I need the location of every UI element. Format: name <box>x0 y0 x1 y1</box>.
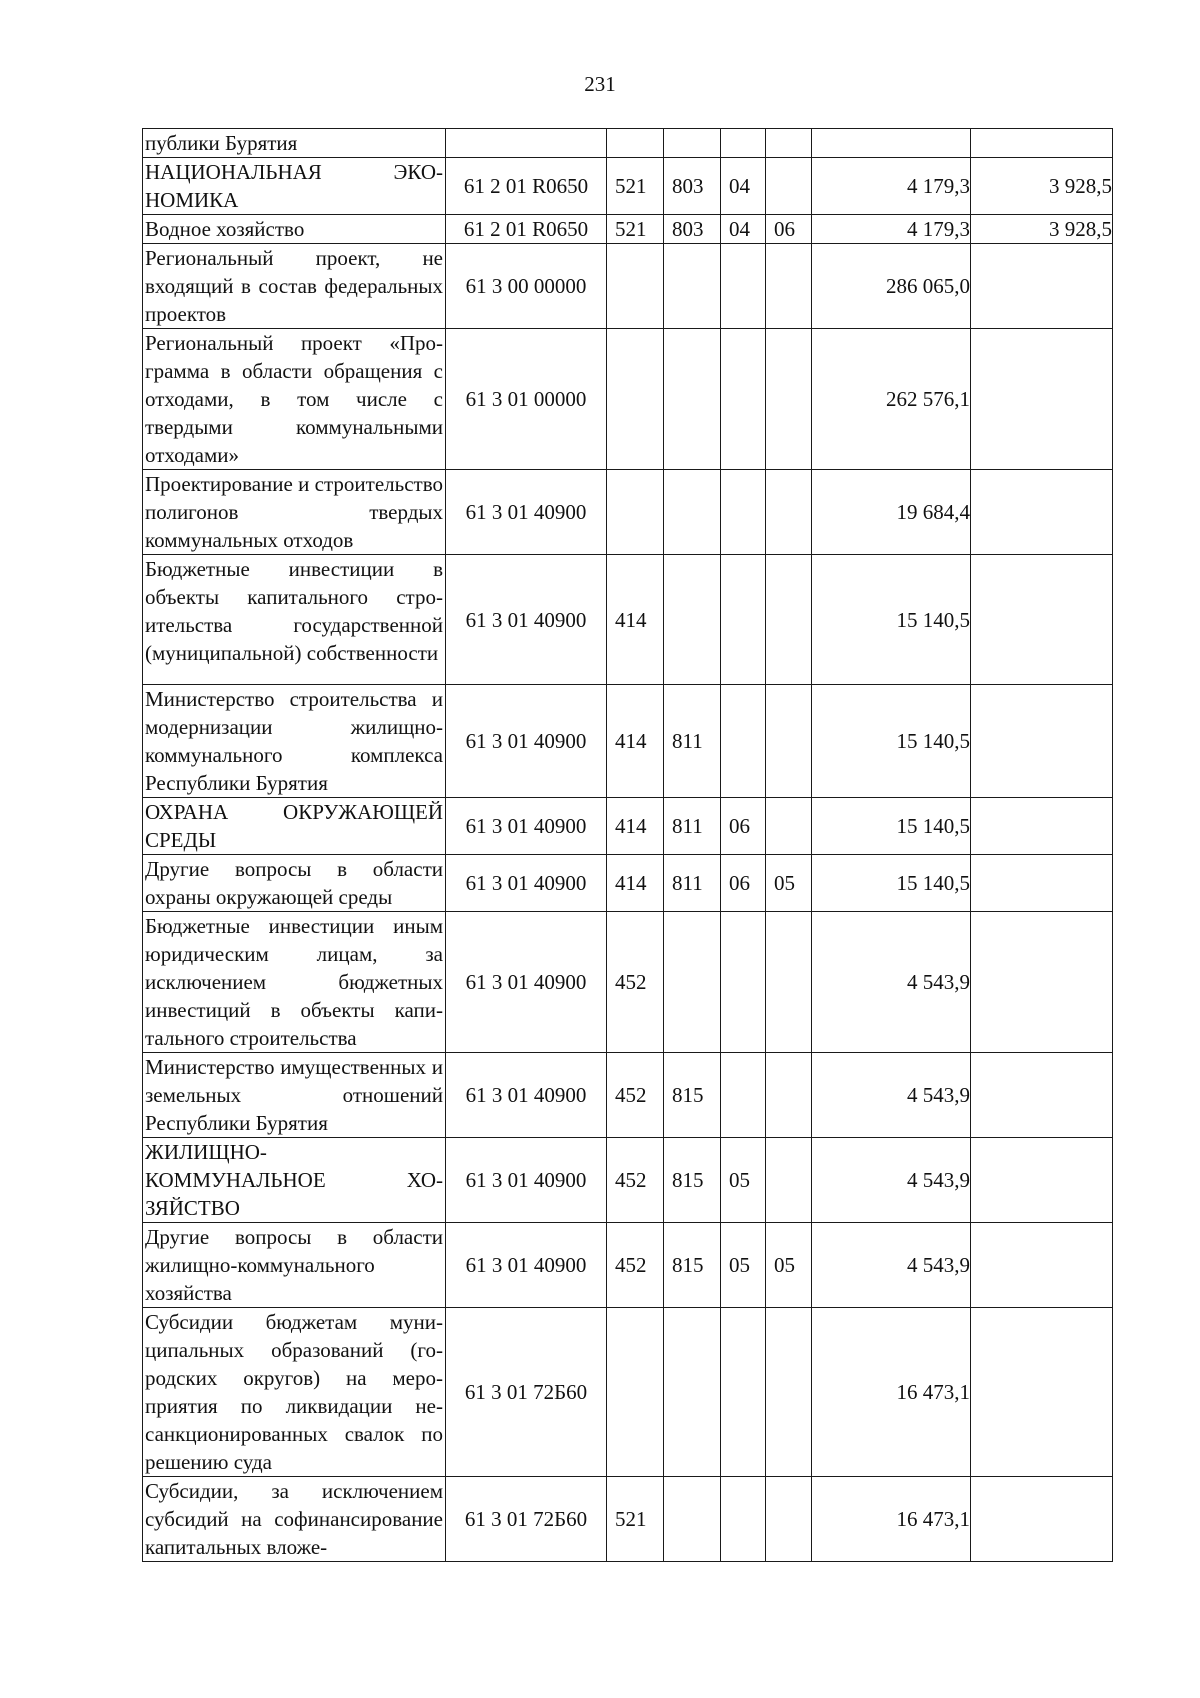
subsection-cell <box>766 912 812 1053</box>
subsection-cell <box>766 685 812 798</box>
target-article-cell: 61 2 01 R0650 <box>446 158 607 215</box>
amount-secondary-cell <box>971 470 1113 555</box>
target-article-cell: 61 3 01 40900 <box>446 912 607 1053</box>
table-row <box>143 685 1113 798</box>
subsection-cell <box>766 329 812 470</box>
subsection-cell <box>766 1053 812 1138</box>
table-row <box>143 1308 1113 1477</box>
row-name-cell: НАЦИОНАЛЬНАЯ ЭКОНОМИКА <box>143 158 446 215</box>
amount-secondary-cell <box>971 798 1113 855</box>
subsection-cell: 05 <box>766 1223 812 1308</box>
row-name-cell: Водное хозяйство <box>143 215 446 244</box>
expense-type-cell <box>607 470 664 555</box>
ministry-code-cell <box>664 329 721 470</box>
table-row <box>143 1477 1113 1562</box>
subsection-cell <box>766 1477 812 1562</box>
ministry-code-cell: 815 <box>664 1138 721 1223</box>
row-name-cell: Проектирование и строительство полигонов твердых коммунальных отходов <box>143 470 446 555</box>
table-row <box>143 912 1113 1053</box>
target-article-cell: 61 3 01 40900 <box>446 855 607 912</box>
amount-secondary-cell <box>971 244 1113 329</box>
subsection-cell <box>766 244 812 329</box>
target-article-cell: 61 2 01 R0650 <box>446 215 607 244</box>
subsection-cell: 05 <box>766 855 812 912</box>
table-row <box>143 329 1113 470</box>
target-article-cell: 61 3 01 40900 <box>446 1138 607 1223</box>
subsection-cell <box>766 470 812 555</box>
expense-type-cell <box>607 244 664 329</box>
row-name-cell: публики Бурятия <box>143 129 446 158</box>
row-name-cell: Субсидии, за исключением субсидий на софинансирование капитальных вложе- <box>143 1477 446 1562</box>
subsection-cell <box>766 798 812 855</box>
amount-secondary-cell: 3 928,5 <box>971 158 1113 215</box>
subsection-cell <box>766 1308 812 1477</box>
table-row <box>143 1138 1113 1223</box>
ministry-code-cell: 815 <box>664 1223 721 1308</box>
row-name-cell: Другие вопросы в области охраны окружающей среды <box>143 855 446 912</box>
amount-cell: 4 543,9 <box>812 1053 971 1138</box>
section-cell <box>721 912 766 1053</box>
table-body <box>143 129 1113 1562</box>
ministry-code-cell: 803 <box>664 158 721 215</box>
row-name-cell: Министерство имущественных и земельных отношений Республики Бурятия <box>143 1053 446 1138</box>
amount-cell: 4 543,9 <box>812 1138 971 1223</box>
table-row <box>143 215 1113 244</box>
amount-cell: 15 140,5 <box>812 555 971 685</box>
expense-type-cell <box>607 329 664 470</box>
amount-cell: 15 140,5 <box>812 855 971 912</box>
expense-type-cell: 521 <box>607 158 664 215</box>
amount-cell: 286 065,0 <box>812 244 971 329</box>
row-name-cell: Министерство строительства и модернизации жилищно-коммунального комплекса Республики Бурятия <box>143 685 446 798</box>
row-name-cell: ЖИЛИЩНО-КОММУНАЛЬНОЕ ХОЗЯЙСТВО <box>143 1138 446 1223</box>
amount-secondary-cell <box>971 1477 1113 1562</box>
target-article-cell <box>446 129 607 158</box>
amount-secondary-cell <box>971 329 1113 470</box>
section-cell <box>721 1477 766 1562</box>
ministry-code-cell <box>664 244 721 329</box>
amount-cell: 19 684,4 <box>812 470 971 555</box>
table-row <box>143 1223 1113 1308</box>
expense-type-cell: 414 <box>607 555 664 685</box>
target-article-cell: 61 3 01 40900 <box>446 1053 607 1138</box>
table-row <box>143 129 1113 158</box>
expense-type-cell: 521 <box>607 215 664 244</box>
expense-type-cell <box>607 1308 664 1477</box>
target-article-cell: 61 3 01 40900 <box>446 470 607 555</box>
row-name-cell: Бюджетные инвестиции иным юридическим лицам, за исключением бюджетных инвестиций в объекты капитального строительства <box>143 912 446 1053</box>
ministry-code-cell <box>664 555 721 685</box>
amount-secondary-cell <box>971 1053 1113 1138</box>
ministry-code-cell <box>664 1308 721 1477</box>
table-row <box>143 244 1113 329</box>
expense-type-cell: 452 <box>607 912 664 1053</box>
expense-type-cell: 452 <box>607 1138 664 1223</box>
ministry-code-cell <box>664 129 721 158</box>
subsection-cell: 06 <box>766 215 812 244</box>
amount-cell: 16 473,1 <box>812 1477 971 1562</box>
target-article-cell: 61 3 01 40900 <box>446 555 607 685</box>
row-name-cell: ОХРАНА ОКРУЖАЮЩЕЙ СРЕДЫ <box>143 798 446 855</box>
section-cell: 05 <box>721 1223 766 1308</box>
target-article-cell: 61 3 01 40900 <box>446 685 607 798</box>
amount-cell <box>812 129 971 158</box>
section-cell <box>721 129 766 158</box>
subsection-cell <box>766 158 812 215</box>
row-name-cell: Бюджетные инвестиции в объекты капитального строительства государственной (муниципальной) собственности <box>143 555 446 685</box>
table-row <box>143 1053 1113 1138</box>
ministry-code-cell: 811 <box>664 855 721 912</box>
subsection-cell <box>766 1138 812 1223</box>
table-row <box>143 555 1113 685</box>
amount-cell: 4 179,3 <box>812 215 971 244</box>
section-cell <box>721 1308 766 1477</box>
amount-secondary-cell <box>971 855 1113 912</box>
expense-type-cell: 414 <box>607 798 664 855</box>
target-article-cell: 61 3 00 00000 <box>446 244 607 329</box>
amount-secondary-cell <box>971 1308 1113 1477</box>
ministry-code-cell <box>664 1477 721 1562</box>
ministry-code-cell: 803 <box>664 215 721 244</box>
section-cell <box>721 244 766 329</box>
section-cell: 06 <box>721 798 766 855</box>
subsection-cell <box>766 555 812 685</box>
expense-type-cell <box>607 129 664 158</box>
amount-secondary-cell <box>971 555 1113 685</box>
target-article-cell: 61 3 01 72Б60 <box>446 1308 607 1477</box>
row-name-cell: Региональный проект «Программа в области обращения с отходами, в том числе с твердыми коммунальными отходами» <box>143 329 446 470</box>
amount-cell: 4 543,9 <box>812 912 971 1053</box>
table-row <box>143 798 1113 855</box>
section-cell <box>721 685 766 798</box>
row-name-cell: Субсидии бюджетам муниципальных образований (городских округов) на мероприятия по ликвидации несанкционированных свалок по решению суда <box>143 1308 446 1477</box>
section-cell: 04 <box>721 158 766 215</box>
subsection-cell <box>766 129 812 158</box>
amount-cell: 16 473,1 <box>812 1308 971 1477</box>
amount-secondary-cell <box>971 685 1113 798</box>
section-cell <box>721 329 766 470</box>
amount-cell: 15 140,5 <box>812 798 971 855</box>
amount-cell: 4 179,3 <box>812 158 971 215</box>
ministry-code-cell <box>664 470 721 555</box>
amount-secondary-cell <box>971 129 1113 158</box>
amount-cell: 4 543,9 <box>812 1223 971 1308</box>
section-cell: 04 <box>721 215 766 244</box>
expense-type-cell: 414 <box>607 855 664 912</box>
section-cell <box>721 470 766 555</box>
row-name-cell: Региональный проект, не входящий в состав федеральных проектов <box>143 244 446 329</box>
table-row <box>143 470 1113 555</box>
ministry-code-cell: 811 <box>664 685 721 798</box>
ministry-code-cell: 815 <box>664 1053 721 1138</box>
section-cell: 06 <box>721 855 766 912</box>
page-number: 231 <box>584 72 616 96</box>
ministry-code-cell: 811 <box>664 798 721 855</box>
expense-type-cell: 521 <box>607 1477 664 1562</box>
ministry-code-cell <box>664 912 721 1053</box>
expense-type-cell: 452 <box>607 1053 664 1138</box>
amount-secondary-cell <box>971 1223 1113 1308</box>
expense-type-cell: 452 <box>607 1223 664 1308</box>
amount-secondary-cell <box>971 1138 1113 1223</box>
section-cell <box>721 555 766 685</box>
amount-secondary-cell: 3 928,5 <box>971 215 1113 244</box>
amount-cell: 262 576,1 <box>812 329 971 470</box>
amount-secondary-cell <box>971 912 1113 1053</box>
expense-type-cell: 414 <box>607 685 664 798</box>
target-article-cell: 61 3 01 72Б60 <box>446 1477 607 1562</box>
row-name-cell: Другие вопросы в области жилищно-коммунального хозяйства <box>143 1223 446 1308</box>
target-article-cell: 61 3 01 40900 <box>446 798 607 855</box>
target-article-cell: 61 3 01 40900 <box>446 1223 607 1308</box>
table-row <box>143 855 1113 912</box>
budget-table <box>142 128 1113 1562</box>
section-cell <box>721 1053 766 1138</box>
amount-cell: 15 140,5 <box>812 685 971 798</box>
table-row <box>143 158 1113 215</box>
section-cell: 05 <box>721 1138 766 1223</box>
target-article-cell: 61 3 01 00000 <box>446 329 607 470</box>
